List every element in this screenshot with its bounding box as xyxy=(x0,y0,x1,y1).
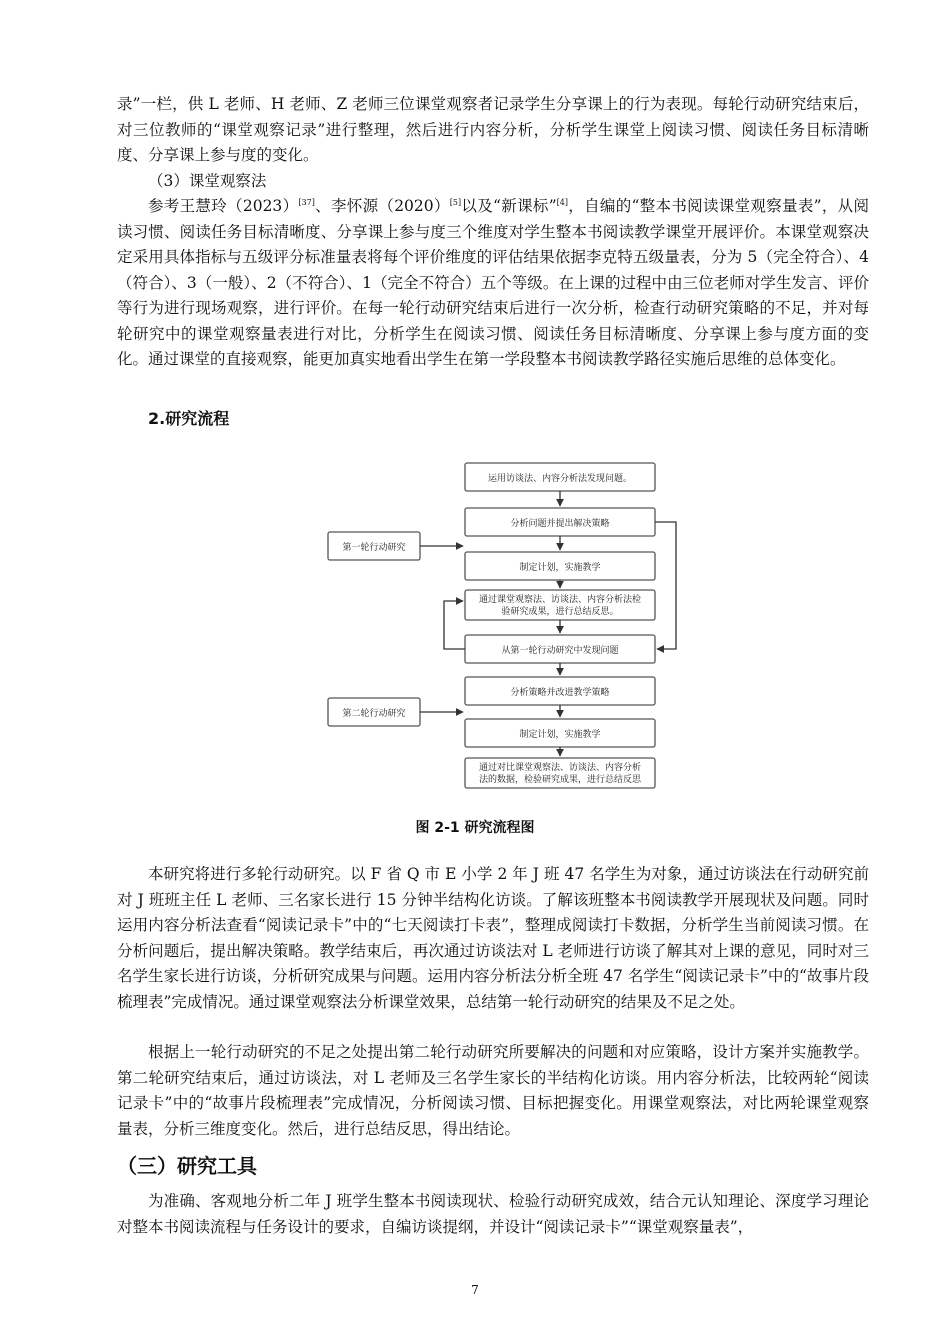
section-heading-research-flow: 2.研究流程 xyxy=(148,409,230,428)
flow-step-1: 运用访谈法、内容分析法发现问题。 xyxy=(487,474,633,484)
text-segment: 、李怀源（2020） xyxy=(314,197,450,215)
research-flowchart xyxy=(326,458,686,798)
flow-step-8-line1: 通过对比课堂观察法、访谈法、内容分析 xyxy=(478,763,642,773)
paragraph-round1-procedure: 本研究将进行多轮行动研究。以 F 省 Q 市 E 小学 2 年 J 班 47 名学生为对象，通过访谈法在行动研究前对 J 班班主任 L 老师、三名家长进行 15 分钟半结构化访谈。了解该班整本书阅读教学开展现状及问题。同时运用内容分析法查看“阅读记录卡”中的“七天阅读打卡表”，整理成阅读打卡数据，分析学生当前阅读习惯。在分析问题后，提出解决策略。教学结束后，再次通过访谈法对 L 老师进行访谈了解其对上课的意见，同时对三名学生家长进行访谈，分析研究成果与问题。运用内容分析法分析全班 47 名学生“阅读记录卡”中的“故事片段梳理表”完成情况。通过课堂观察法分析课堂效果，总结第一轮行动研究的结果及不足之处。 xyxy=(117,865,869,1011)
page-number: 7 xyxy=(471,1283,479,1297)
round2-label: 第二轮行动研究 xyxy=(342,709,406,719)
text-segment: ，自编的“整本书阅读课堂观察量表”，从阅读习惯、阅读任务目标清晰度、分享课上参与度三个维度对学生整本书阅读教学课堂开展评价。本课堂观察决定采用具体指标与五级评分标准量表将每个评价维度的评估结果依据李克特五级量表，分为 5（完全符合）、4（符合）、3（一般）、2（不符合）、1（完全不符合）五个等级。在上课的过程中由三位老师对学生发言、评价等行为进行现场观察，进行评价。在每一轮行动研究结束后进行一次分析，检查行动研究策略的不足，并对每轮研究中的课堂观察量表进行对比，分析学生在阅读习惯、阅读任务目标清晰度、分享课上参与度方面的变化。通过课堂的直接观察，能更加真实地看出学生在第一学段整本书阅读教学路径实施后思维的总体变化。 xyxy=(117,197,869,368)
section-heading-research-tools: （三）研究工具 xyxy=(117,1154,257,1178)
paragraph-research-tools: 为准确、客观地分析二年 J 班学生整本书阅读现状、检验行动研究成效，结合元认知理论、深度学习理论对整本书阅读流程与任务设计的要求，自编访谈提纲，并设计“阅读记录卡”“课堂观察量表”， xyxy=(117,1192,869,1236)
flow-step-5: 从第一轮行动研究中发现问题 xyxy=(501,646,619,656)
flow-step-6: 分析策略并改进教学策略 xyxy=(510,688,610,698)
round1-label: 第一轮行动研究 xyxy=(342,543,406,553)
flow-step-7: 制定计划，实施教学 xyxy=(519,730,601,740)
subheading-classroom-observation: （3）课堂观察法 xyxy=(148,172,267,190)
flow-step-3: 制定计划，实施教学 xyxy=(519,563,601,573)
figure-caption: 图 2-1 研究流程图 xyxy=(415,820,535,836)
citation-ref: [5] xyxy=(449,197,462,207)
paragraph-classroom-observation xyxy=(117,194,869,373)
flow-step-8-line2: 法的数据，检验研究成果，进行总结反思 xyxy=(478,775,642,785)
paragraph-observation-record: 录”一栏，供 L 老师、H 老师、Z 老师三位课堂观察者记录学生分享课上的行为表现。每轮行动研究结束后，对三位教师的“课堂观察记录”进行整理，然后进行内容分析，分析学生课堂上阅读习惯、阅读任务目标清晰度、分享课上参与度的变化。 xyxy=(117,95,869,164)
text-segment: 以及“新课标” xyxy=(461,197,557,215)
citation-ref: [37] xyxy=(298,197,315,207)
flow-step-2: 分析问题并提出解决策略 xyxy=(510,519,610,529)
text-segment: 参考王慧玲（2023） xyxy=(148,197,299,215)
flow-step-4-line2: 验研究成果，进行总结反思。 xyxy=(501,607,619,617)
paragraph-round2-procedure: 根据上一轮行动研究的不足之处提出第二轮行动研究所要解决的问题和对应策略，设计方案并实施教学。第二轮研究结束后，通过访谈法，对 L 老师及三名学生家长的半结构化访谈。用内容分析法，比较两轮“阅读记录卡”中的“故事片段梳理表”完成情况，分析阅读习惯、目标把握变化。用课堂观察法，对比两轮课堂观察量表，分析三维度变化。然后，进行总结反思，得出结论。 xyxy=(117,1043,869,1138)
flow-step-4-line1: 通过课堂观察法、访谈法、内容分析法检 xyxy=(478,595,642,605)
citation-ref: [4] xyxy=(556,197,568,207)
